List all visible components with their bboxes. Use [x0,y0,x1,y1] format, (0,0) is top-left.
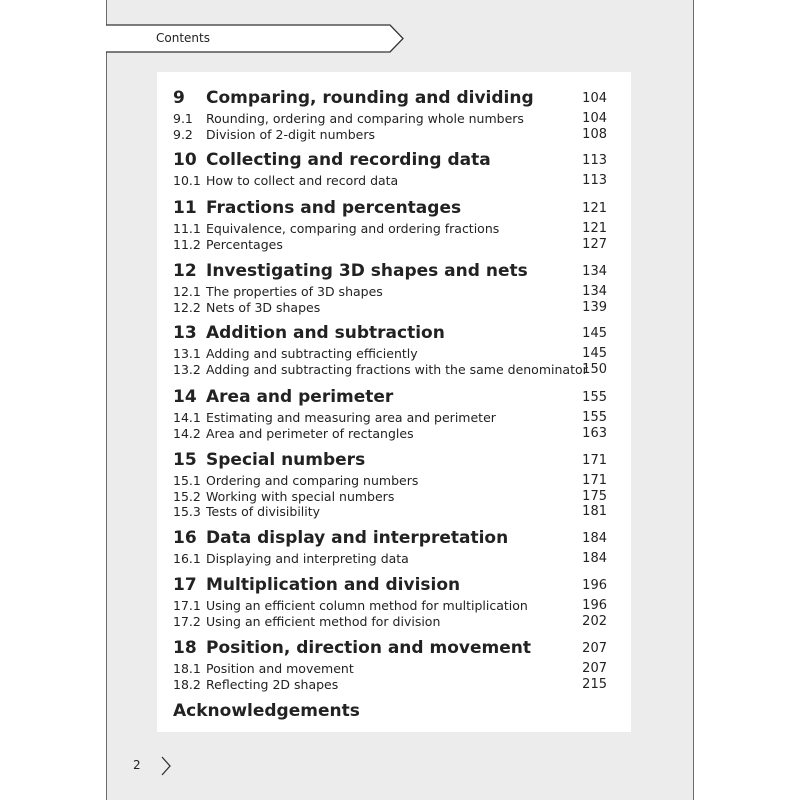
section-row[interactable] [173,111,613,127]
section-title: Reflecting 2D shapes [206,676,339,692]
chapter-number: 9 [173,88,185,108]
section-title: Rounding, ordering and comparing whole numbers [206,111,524,126]
section-title: Area and perimeter of rectangles [206,425,414,441]
section-number: 14.1 [173,410,201,425]
chevron-right-glyph [159,755,173,777]
section-page: 155 [582,410,607,425]
section-title: Adding and subtracting fractions with the same denominator [206,361,588,377]
section-page: 207 [582,661,607,676]
section-number: 11.2 [173,236,201,252]
section-number: 17.1 [173,598,201,613]
chapter-page: 155 [582,390,607,405]
chapter-number: 15 [173,450,197,470]
section-number: 18.1 [173,661,201,676]
section-number: 9.2 [173,126,193,142]
chapter-title: Fractions and percentages [206,198,462,218]
chapter-row[interactable] [173,575,613,599]
section-page: 108 [582,126,607,142]
section-row[interactable] [173,504,613,520]
chapter-row[interactable] [173,387,613,411]
chapter-row[interactable] [173,88,613,112]
header-label: Contents [156,31,210,45]
section-page: 145 [582,346,607,361]
section-title: Position and movement [206,661,354,676]
section-number: 15.2 [173,488,201,504]
chapter-title: Investigating 3D shapes and nets [206,261,528,281]
chapter-row[interactable] [173,638,613,662]
chapter-row[interactable] [173,198,613,222]
section-number: 9.1 [173,111,193,126]
acknowledgements-link[interactable]: Acknowledgements [173,701,360,721]
section-page: 196 [582,598,607,613]
section-page: 104 [582,111,607,126]
section-page: 139 [582,299,607,315]
section-page: 163 [582,425,607,441]
chapter-title: Position, direction and movement [206,638,531,658]
chapter-number: 16 [173,528,197,548]
chapter-title: Area and perimeter [206,387,394,407]
chapter-title: Data display and interpretation [206,528,509,548]
section-page: 215 [582,676,607,692]
section-row[interactable] [173,614,613,630]
chapter-page: 121 [582,201,607,216]
section-title: Percentages [206,236,283,252]
page-number: 2 [133,758,141,772]
chapter-number: 14 [173,387,197,407]
chapter-number: 11 [173,198,197,218]
chapter-title: Multiplication and division [206,575,461,595]
chapter-number: 17 [173,575,197,595]
section-number: 15.3 [173,504,201,519]
section-number: 10.1 [173,173,201,188]
section-row[interactable] [173,221,613,237]
section-number: 11.1 [173,221,201,236]
section-title: Estimating and measuring area and perimeter [206,410,496,425]
section-number: 13.2 [173,361,201,377]
chapter-title: Collecting and recording data [206,150,491,170]
section-row[interactable] [173,473,613,489]
section-page: 134 [582,284,607,299]
section-title: Using an efficient column method for multiplication [206,598,528,613]
chapter-page: 113 [582,153,607,168]
section-row[interactable] [173,661,613,677]
section-page: 202 [582,613,607,629]
section-row[interactable] [173,489,613,505]
section-row[interactable] [173,300,613,316]
chapter-title: Addition and subtraction [206,323,445,343]
chevron-right-icon[interactable] [159,755,173,781]
chapter-page: 134 [582,264,607,279]
chapter-title: Comparing, rounding and dividing [206,88,534,108]
section-page: 184 [582,551,607,566]
chapter-page: 184 [582,531,607,546]
section-number: 15.1 [173,473,201,488]
chapter-row[interactable] [173,450,613,474]
section-page: 171 [582,473,607,488]
chapter-row[interactable] [173,150,613,174]
contents-header-tab [106,24,406,54]
section-title: The properties of 3D shapes [206,284,383,299]
section-number: 17.2 [173,613,201,629]
section-row[interactable] [173,173,613,189]
section-number: 18.2 [173,676,201,692]
chapter-page: 207 [582,641,607,656]
section-row[interactable] [173,410,613,426]
section-title: How to collect and record data [206,173,399,188]
section-row[interactable] [173,598,613,614]
chapter-page: 145 [582,326,607,341]
section-title: Displaying and interpreting data [206,551,409,566]
section-page: 127 [582,236,607,252]
section-row[interactable] [173,551,613,567]
chapter-page: 104 [582,91,607,106]
section-row[interactable] [173,362,613,378]
section-number: 14.2 [173,425,201,441]
section-title: Working with special numbers [206,488,395,504]
section-title: Nets of 3D shapes [206,299,321,315]
section-number: 16.1 [173,551,201,566]
header-tab-shape [106,24,406,54]
section-number: 12.2 [173,299,201,315]
section-page: 175 [582,488,607,504]
section-row[interactable] [173,426,613,442]
chapter-number: 12 [173,261,197,281]
section-number: 12.1 [173,284,201,299]
chapter-title: Special numbers [206,450,366,470]
chapter-row[interactable] [173,323,613,347]
section-page: 150 [582,361,607,377]
section-title: Using an efficient method for division [206,613,441,629]
chapter-number: 18 [173,638,197,658]
chapter-page: 171 [582,453,607,468]
section-title: Equivalence, comparing and ordering fractions [206,221,500,236]
chapter-row[interactable] [173,528,613,552]
section-title: Tests of divisibility [206,504,321,519]
chapter-page: 196 [582,578,607,593]
section-row[interactable] [173,284,613,300]
section-row[interactable] [173,127,613,143]
section-number: 13.1 [173,346,201,361]
section-row[interactable] [173,346,613,362]
chapter-number: 10 [173,150,197,170]
section-title: Ordering and comparing numbers [206,473,419,488]
section-title: Division of 2-digit numbers [206,126,375,142]
section-page: 121 [582,221,607,236]
section-row[interactable] [173,677,613,693]
chapter-row[interactable] [173,261,613,285]
section-page: 181 [582,504,607,519]
section-page: 113 [582,173,607,188]
section-row[interactable] [173,237,613,253]
section-title: Adding and subtracting efficiently [206,346,418,361]
chapter-number: 13 [173,323,197,343]
